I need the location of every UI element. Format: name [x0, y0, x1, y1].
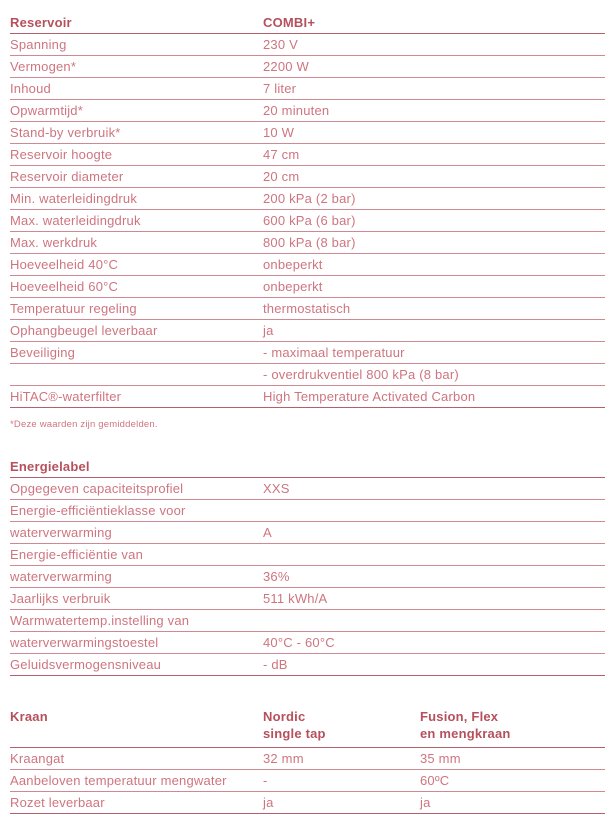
row-value: 7 liter	[263, 81, 297, 96]
row-value-col1: 32 mm	[263, 751, 304, 766]
row-label: Stand-by verbruik*	[10, 125, 121, 140]
row-label: Opgegeven capaciteitsprofiel	[10, 481, 184, 496]
row-value: ja	[263, 323, 274, 338]
row-label: Opwarmtijd*	[10, 103, 83, 118]
row-value: 230 V	[263, 37, 298, 52]
reservoir-table-header	[10, 12, 605, 34]
kraan-table-rows	[10, 748, 605, 814]
footnote: *Deze waarden zijn gemiddelden.	[10, 419, 158, 430]
row-value: 200 kPa (2 bar)	[263, 191, 356, 206]
table-row	[10, 188, 605, 210]
table-header-col1	[263, 710, 420, 741]
table-row	[10, 342, 605, 364]
row-value-col1: ja	[263, 795, 274, 810]
row-label: Hoeveelheid 40°C	[10, 257, 119, 272]
table-row	[10, 654, 605, 676]
kraan-table	[10, 706, 605, 814]
row-value: XXS	[263, 481, 290, 496]
table-row	[10, 166, 605, 188]
table-row	[10, 792, 605, 814]
energy-table-header	[10, 456, 605, 478]
row-value: 511 kWh/A	[263, 591, 328, 606]
row-value: - overdrukventiel 800 kPa (8 bar)	[263, 367, 459, 382]
row-label: Energie-efficiëntieklasse voor	[10, 503, 186, 518]
table-row	[10, 364, 605, 386]
table-row	[10, 254, 605, 276]
row-value: 20 cm	[263, 169, 300, 184]
row-label: Rozet leverbaar	[10, 795, 105, 810]
reservoir-table	[10, 12, 605, 430]
row-label: HiTAC®-waterfilter	[10, 389, 122, 404]
row-value: onbeperkt	[263, 279, 323, 294]
row-value: High Temperature Activated Carbon	[263, 389, 476, 404]
header-line: Fusion, Flex	[420, 709, 499, 724]
row-value: A	[263, 525, 272, 540]
table-row	[10, 632, 605, 654]
table-row	[10, 78, 605, 100]
energy-table	[10, 456, 605, 676]
kraan-table-header	[10, 706, 605, 748]
row-label: Jaarlijks verbruik	[10, 591, 111, 606]
table-row	[10, 610, 605, 632]
row-label: Min. waterleidingdruk	[10, 191, 138, 206]
energy-table-rows	[10, 478, 605, 676]
row-label: Aanbeloven temperatuur mengwater	[10, 773, 227, 788]
table-row	[10, 544, 605, 566]
table-row	[10, 56, 605, 78]
row-label: waterverwarmingstoestel	[10, 635, 159, 650]
row-value: 47 cm	[263, 147, 300, 162]
table-header-label: Kraan	[10, 709, 48, 724]
table-row	[10, 386, 605, 408]
header-line: Nordic	[263, 709, 306, 724]
row-label: Geluidsvermogensniveau	[10, 657, 162, 672]
table-row	[10, 298, 605, 320]
row-label: Inhoud	[10, 81, 51, 96]
spec-sheet	[10, 0, 605, 814]
row-value-col2: ja	[420, 795, 431, 810]
row-value: - maximaal temperatuur	[263, 345, 405, 360]
table-row	[10, 320, 605, 342]
table-header-value: COMBI+	[263, 15, 316, 30]
row-label: Temperatuur regeling	[10, 301, 137, 316]
row-label: Vermogen*	[10, 59, 77, 74]
table-header-label: Energielabel	[10, 459, 90, 474]
header-line: en mengkraan	[420, 726, 511, 741]
row-value: thermostatisch	[263, 301, 351, 316]
row-value: 10 W	[263, 125, 295, 140]
table-row	[10, 34, 605, 56]
row-value: onbeperkt	[263, 257, 323, 272]
table-row	[10, 144, 605, 166]
row-value: 800 kPa (8 bar)	[263, 235, 356, 250]
table-row	[10, 588, 605, 610]
table-header-col2	[420, 710, 605, 741]
table-row	[10, 210, 605, 232]
table-row	[10, 522, 605, 544]
row-label: Max. werkdruk	[10, 235, 98, 250]
table-row	[10, 566, 605, 588]
reservoir-table-rows	[10, 34, 605, 408]
row-label: Energie-efficiëntie van	[10, 547, 143, 562]
row-value: 40°C - 60°C	[263, 635, 335, 650]
table-header-label: Reservoir	[10, 15, 72, 30]
row-label: Warmwatertemp.instelling van	[10, 613, 190, 628]
row-value: 600 kPa (6 bar)	[263, 213, 356, 228]
table-row	[10, 500, 605, 522]
row-value: 20 minuten	[263, 103, 330, 118]
header-line: single tap	[263, 726, 326, 741]
row-label: Reservoir hoogte	[10, 147, 113, 162]
row-value-col2: 35 mm	[420, 751, 461, 766]
table-row	[10, 276, 605, 298]
row-label: Beveiliging	[10, 345, 76, 360]
table-row	[10, 770, 605, 792]
row-value: 36%	[263, 569, 290, 584]
row-value: 2200 W	[263, 59, 310, 74]
row-value-col1: -	[263, 773, 268, 788]
row-label: waterverwarming	[10, 569, 112, 584]
table-row	[10, 100, 605, 122]
table-row	[10, 478, 605, 500]
row-label: Max. waterleidingdruk	[10, 213, 141, 228]
row-label: Ophangbeugel leverbaar	[10, 323, 158, 338]
table-row	[10, 122, 605, 144]
row-label: Spanning	[10, 37, 67, 52]
row-label: Kraangat	[10, 751, 65, 766]
row-label: waterverwarming	[10, 525, 112, 540]
row-label: Hoeveelheid 60°C	[10, 279, 119, 294]
table-row	[10, 748, 605, 770]
row-value-col2: 60ºC	[420, 773, 450, 788]
table-row	[10, 232, 605, 254]
row-value: - dB	[263, 657, 288, 672]
row-label: Reservoir diameter	[10, 169, 124, 184]
